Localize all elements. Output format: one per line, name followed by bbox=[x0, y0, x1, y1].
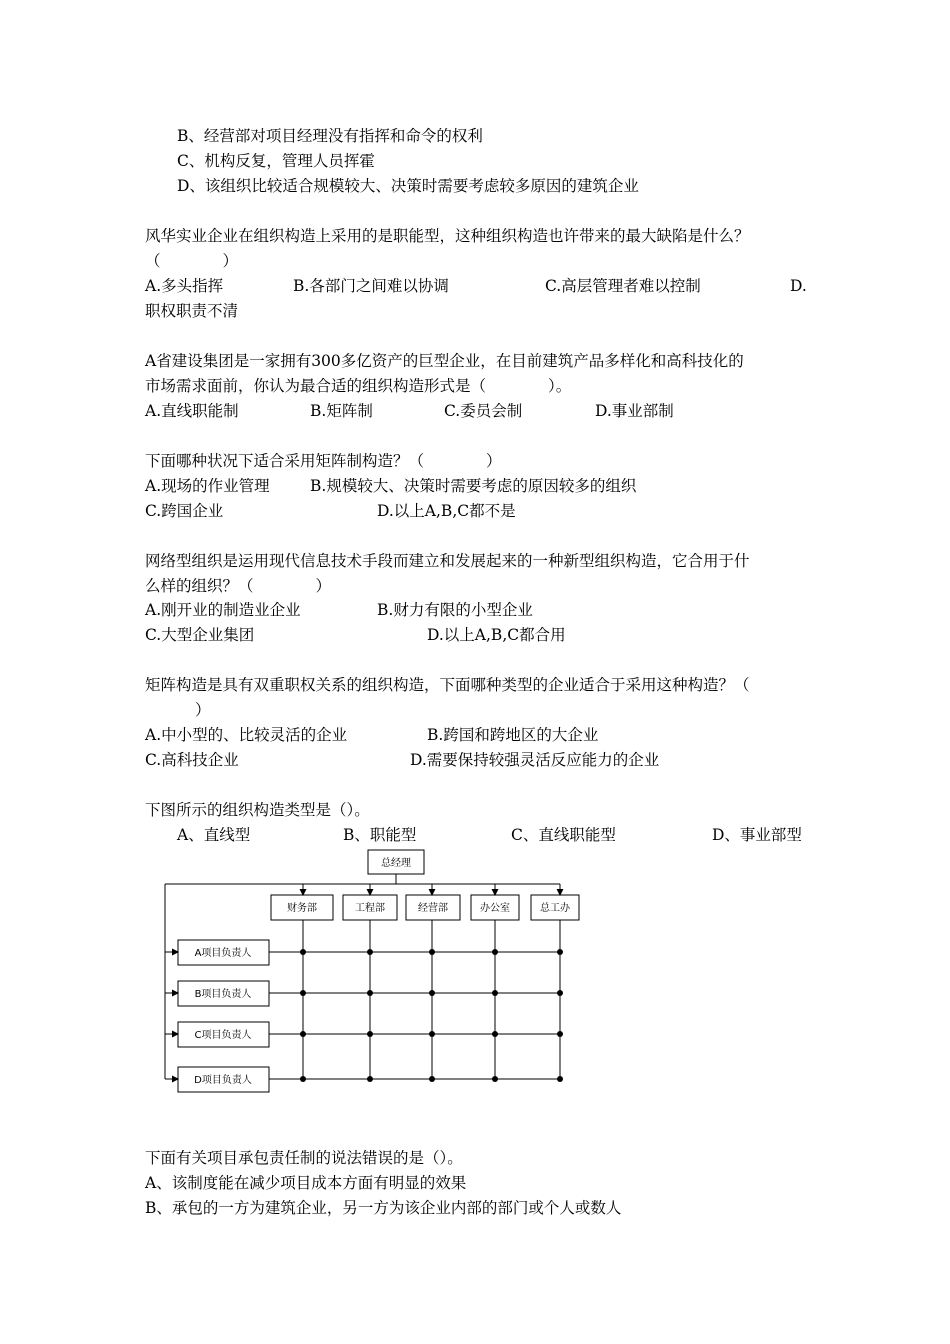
q5-option-d: D.需要保持较强灵活反应能力的企业 bbox=[410, 751, 660, 769]
dot bbox=[429, 1076, 435, 1082]
dot bbox=[492, 990, 498, 996]
dept-label-office: 办公室 bbox=[480, 903, 510, 914]
dot bbox=[429, 990, 435, 996]
dot bbox=[492, 949, 498, 955]
dot bbox=[367, 990, 373, 996]
q2-option-c: C.委员会制 bbox=[444, 402, 523, 420]
dot bbox=[429, 1031, 435, 1037]
top-manager-label: 总经理 bbox=[381, 858, 411, 869]
q6-option-a: A、直线型 bbox=[177, 826, 251, 844]
q1-option-d-text: 职权职责不清 bbox=[145, 302, 239, 320]
q3-stem: 下面哪种状况下适合采用矩阵制构造？（ ） bbox=[145, 452, 502, 470]
project-label-a: A项目负责人 bbox=[194, 948, 252, 959]
q4-option-a: A.刚开业的制造业企业 bbox=[145, 601, 301, 619]
q7-option-a: A、该制度能在减少项目成本方面有明显的效果 bbox=[145, 1174, 467, 1192]
dot bbox=[300, 1076, 306, 1082]
q0-option-c: C、机构反复，管理人员挥霍 bbox=[177, 152, 375, 170]
q2-option-a: A.直线职能制 bbox=[145, 402, 239, 420]
q2-option-d: D.事业部制 bbox=[595, 402, 674, 420]
q1-option-c: C.高层管理者难以控制 bbox=[545, 277, 701, 295]
q3-option-b: B.规模较大、决策时需要考虑的原因较多的组织 bbox=[310, 477, 637, 495]
q5-option-a: A.中小型的、比较灵活的企业 bbox=[145, 726, 348, 744]
q4-option-b: B.财力有限的小型企业 bbox=[377, 601, 533, 619]
q0-option-b: B、经营部对项目经理没有指挥和命令的权利 bbox=[177, 127, 483, 145]
q2-stem-line1: A省建设集团是一家拥有300多亿资产的巨型企业，在目前建筑产品多样化和高科技化的 bbox=[145, 352, 744, 370]
dot bbox=[300, 949, 306, 955]
q1-option-b: B.各部门之间难以协调 bbox=[293, 277, 449, 295]
q4-stem-line1: 网络型组织是运用现代信息技术手段而建立和发展起来的一种新型组织构造，它合用于什 bbox=[145, 552, 750, 570]
q2-option-b: B.矩阵制 bbox=[310, 402, 373, 420]
project-label-b: B项目负责人 bbox=[194, 989, 252, 1000]
q6-stem: 下图所示的组织构造类型是（）。 bbox=[145, 801, 370, 819]
dot bbox=[557, 1031, 563, 1037]
dept-label-operations: 经营部 bbox=[418, 903, 448, 914]
q4-stem-line2: 么样的组织？（ ） bbox=[145, 577, 332, 595]
q3-option-c: C.跨国企业 bbox=[145, 502, 224, 520]
project-label-c: C项目负责人 bbox=[194, 1030, 252, 1041]
project-label-d: D项目负责人 bbox=[194, 1075, 252, 1086]
q6-option-d: D、事业部型 bbox=[712, 826, 802, 844]
q3-option-a: A.现场的作业管理 bbox=[145, 477, 270, 495]
q5-option-b: B.跨国和跨地区的大企业 bbox=[427, 726, 599, 744]
q4-option-d: D.以上A,B,C都合用 bbox=[427, 626, 566, 644]
q5-option-c: C.高科技企业 bbox=[145, 751, 239, 769]
q1-option-a: A.多头指挥 bbox=[145, 277, 224, 295]
dot bbox=[300, 1031, 306, 1037]
q5-stem-line2: ） bbox=[195, 701, 211, 719]
dot bbox=[367, 1076, 373, 1082]
dept-label-engineering: 工程部 bbox=[355, 903, 385, 914]
q1-option-d-label: D. bbox=[790, 277, 807, 295]
q2-stem-line2: 市场需求面前，你认为最合适的组织构造形式是（ ）。 bbox=[145, 377, 572, 395]
dept-label-finance: 财务部 bbox=[287, 903, 317, 914]
q3-option-d: D.以上A,B,C都不是 bbox=[377, 502, 516, 520]
q7-option-b: B、承包的一方为建筑企业，另一方为该企业内部的部门或个人或数人 bbox=[145, 1199, 622, 1217]
dot bbox=[429, 949, 435, 955]
dot bbox=[367, 1031, 373, 1037]
dot bbox=[557, 1076, 563, 1082]
q5-stem-line1: 矩阵构造是具有双重职权关系的组织构造，下面哪种类型的企业适合于采用这种构造？（ bbox=[145, 676, 750, 694]
q6-option-c: C、直线职能型 bbox=[511, 826, 616, 844]
q6-option-b: B、职能型 bbox=[343, 826, 417, 844]
q1-stem-line2: （ ） bbox=[145, 252, 239, 270]
q1-stem-line1: 风华实业企业在组织构造上采用的是职能型，这种组织构造也许带来的最大缺陷是什么？ bbox=[145, 227, 750, 245]
dot bbox=[300, 990, 306, 996]
dot bbox=[492, 1031, 498, 1037]
q4-option-c: C.大型企业集团 bbox=[145, 626, 255, 644]
q0-option-d: D、该组织比较适合规模较大、决策时需要考虑较多原因的建筑企业 bbox=[177, 177, 639, 195]
dot bbox=[557, 949, 563, 955]
org-matrix-diagram bbox=[150, 846, 590, 1100]
dot bbox=[492, 1076, 498, 1082]
dot bbox=[367, 949, 373, 955]
dot bbox=[557, 990, 563, 996]
q7-stem: 下面有关项目承包责任制的说法错误的是（）。 bbox=[145, 1149, 463, 1167]
dept-label-chief-engineer: 总工办 bbox=[540, 903, 570, 914]
